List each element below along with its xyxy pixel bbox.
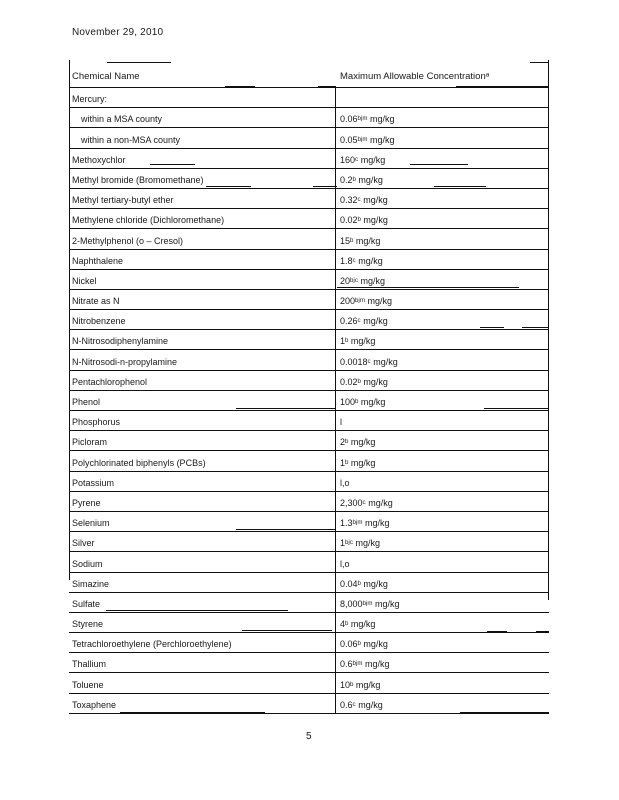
rule-fragment [460,712,549,713]
rule-fragment [313,186,337,187]
rule-fragment [107,62,171,63]
column-divider [335,229,336,248]
max-concentration-cell: 20ᵇʲᶜ mg/kg [340,275,386,286]
chemical-name-cell: Mercury: [72,94,108,105]
rule-fragment [242,630,332,631]
table-header-row [69,60,549,88]
column-divider [335,350,336,369]
chemical-name-cell: Nitrate as N [72,296,120,307]
rule-fragment [487,631,507,632]
chemical-name-cell: 2-Methylphenol (o – Cresol) [72,235,184,246]
column-divider [335,673,336,692]
chemical-name-cell: Nitrobenzene [72,316,126,327]
chemical-name-cell: within a non-MSA county [81,134,181,145]
column-divider [335,371,336,390]
table-body [69,88,549,714]
chemical-name-cell: N-Nitrosodiphenylamine [72,336,169,347]
max-concentration-cell: 0.2ᵇ mg/kg [340,174,383,185]
chemical-name-cell: Potassium [72,477,115,488]
chemical-name-cell: Pyrene [72,497,101,508]
chemical-name-cell: Phenol [72,397,101,407]
max-concentration-cell: 1.8ᶜ mg/kg [340,255,383,266]
column-divider [335,270,336,289]
max-concentration-cell: 1.3ᵇʲᵐ mg/kg [340,518,390,529]
rule-fragment [120,712,265,713]
column-divider [335,88,336,107]
max-concentration-cell: 2,300ᶜ mg/kg [340,497,393,508]
concentration-table [69,60,549,714]
table-row [69,128,549,148]
max-concentration-cell: 0.02ᵇ mg/kg [340,215,388,226]
max-concentration-cell: 8,000ᵇʲᵐ mg/kg [340,598,400,609]
max-concentration-cell: l,o [340,477,350,488]
chemical-name-cell: Toxaphene [72,699,117,710]
max-concentration-cell: 100ᵇ mg/kg [340,397,386,407]
column-divider [335,431,336,450]
max-concentration-cell: l,o [340,558,350,569]
max-concentration-cell: 0.04ᵇ mg/kg [340,578,388,589]
max-concentration-cell: 1ᵇ mg/kg [340,336,376,347]
max-concentration-cell: 4ᵇ mg/kg [340,619,376,630]
chemical-name-cell: Naphthalene [72,255,124,266]
rule-fragment [480,327,504,328]
rule-fragment [225,86,255,87]
column-divider [335,128,336,147]
chemical-name-cell: Methoxychlor [72,154,126,165]
table-row [69,209,549,229]
table-row [69,189,549,209]
column-divider [335,573,336,592]
chemical-name-cell: Thallium [72,659,107,670]
column-divider [335,290,336,309]
rule-fragment [484,408,548,409]
table-row [69,694,549,714]
rule-fragment [236,529,336,530]
column-divider [335,310,336,329]
column-divider [335,653,336,672]
column-divider [335,492,336,511]
column-header-chemical-name: Chemical Name [72,71,140,82]
chemical-name-cell: within a MSA county [81,114,163,125]
table-row [69,411,549,431]
rule-fragment [106,610,288,611]
chemical-name-cell: Nickel [72,275,97,286]
column-divider [335,250,336,269]
page-number: 5 [306,731,312,742]
rule-fragment [236,408,336,409]
max-concentration-cell: 0.32ᶜ mg/kg [340,195,388,206]
chemical-name-cell: Methylene chloride (Dichloromethane) [72,215,225,226]
table-row [69,633,549,653]
max-concentration-cell: 0.06ᵇʲᵐ mg/kg [340,114,395,125]
column-divider [335,694,336,713]
column-divider [335,189,336,208]
max-concentration-cell: 0.6ᶜ mg/kg [340,699,383,710]
table-row [69,673,549,693]
rule-fragment [318,86,336,87]
column-divider [335,451,336,470]
rule-fragment [530,62,548,63]
column-divider [335,209,336,228]
rule-fragment [337,287,519,288]
max-concentration-cell: 200ᵇʲᵐ mg/kg [340,296,393,307]
chemical-name-cell: N-Nitrosodi-n-propylamine [72,356,178,367]
chemical-name-cell: Simazine [72,578,110,589]
table-row [69,88,549,108]
column-divider [335,532,336,551]
table-row [69,350,549,370]
document-date: November 29, 2010 [72,27,164,38]
chemical-name-cell: Methyl bromide (Bromomethane) [72,174,204,185]
max-concentration-cell: 10ᵇ mg/kg [340,679,381,690]
table-row [69,431,549,451]
max-concentration-cell: 160ᶜ mg/kg [340,154,386,165]
column-divider [335,552,336,571]
max-concentration-cell: l [340,417,342,428]
chemical-name-cell: Styrene [72,619,104,630]
max-concentration-cell: 0.05ᵇʲᵐ mg/kg [340,134,395,145]
table-row [69,552,549,572]
max-concentration-cell: 2ᵇ mg/kg [340,437,376,448]
column-divider [335,472,336,491]
max-concentration-cell: 0.26ᶜ mg/kg [340,316,388,327]
table-row [69,229,549,249]
rule-fragment [206,186,251,187]
max-concentration-cell: 0.6ᵇʲᵐ mg/kg [340,659,390,670]
table-row [69,532,549,552]
chemical-name-cell: Phosphorus [72,417,121,428]
chemical-name-cell: Selenium [72,518,110,529]
table-row [69,371,549,391]
table-row [69,108,549,128]
column-divider [335,330,336,349]
chemical-name-cell: Methyl tertiary-butyl ether [72,195,174,206]
rule-fragment [456,86,548,87]
max-concentration-cell: 0.02ᵇ mg/kg [340,376,388,387]
table-row [69,451,549,471]
rule-fragment [536,631,549,632]
table-row [69,573,549,593]
max-concentration-cell: 1ᵇʲᶜ mg/kg [340,538,381,549]
rule-fragment [150,164,195,165]
chemical-name-cell: Sodium [72,558,103,569]
table-row [69,290,549,310]
table-row [69,472,549,492]
table-row [69,330,549,350]
chemical-name-cell: Polychlorinated biphenyls (PCBs) [72,457,206,468]
column-divider [335,633,336,652]
chemical-name-cell: Tetrachloroethylene (Perchloroethylene) [72,639,232,650]
max-concentration-cell: 0.0018ᶜ mg/kg [340,356,398,367]
chemical-name-cell: Sulfate [72,598,101,609]
chemical-name-cell: Silver [72,538,95,549]
table-row [69,653,549,673]
max-concentration-cell: 1ᵇ mg/kg [340,457,376,468]
rule-fragment [434,186,486,187]
chemical-name-cell: Picloram [72,437,108,448]
table-row [69,149,549,169]
column-divider [335,108,336,127]
column-divider [335,613,336,632]
rule-fragment [522,327,549,328]
chemical-name-cell: Toluene [72,679,104,690]
max-concentration-cell: 15ᵇ mg/kg [340,235,381,246]
table-row [69,250,549,270]
column-header-max-concentration: Maximum Allowable Concentrationᵃ [340,71,490,82]
rule-fragment [410,164,468,165]
max-concentration-cell: 0.06ᵇ mg/kg [340,639,388,650]
column-divider [335,411,336,430]
table-row [69,492,549,512]
table-row [69,310,549,330]
column-divider [335,593,336,612]
chemical-name-cell: Pentachlorophenol [72,376,148,387]
column-divider [335,149,336,168]
